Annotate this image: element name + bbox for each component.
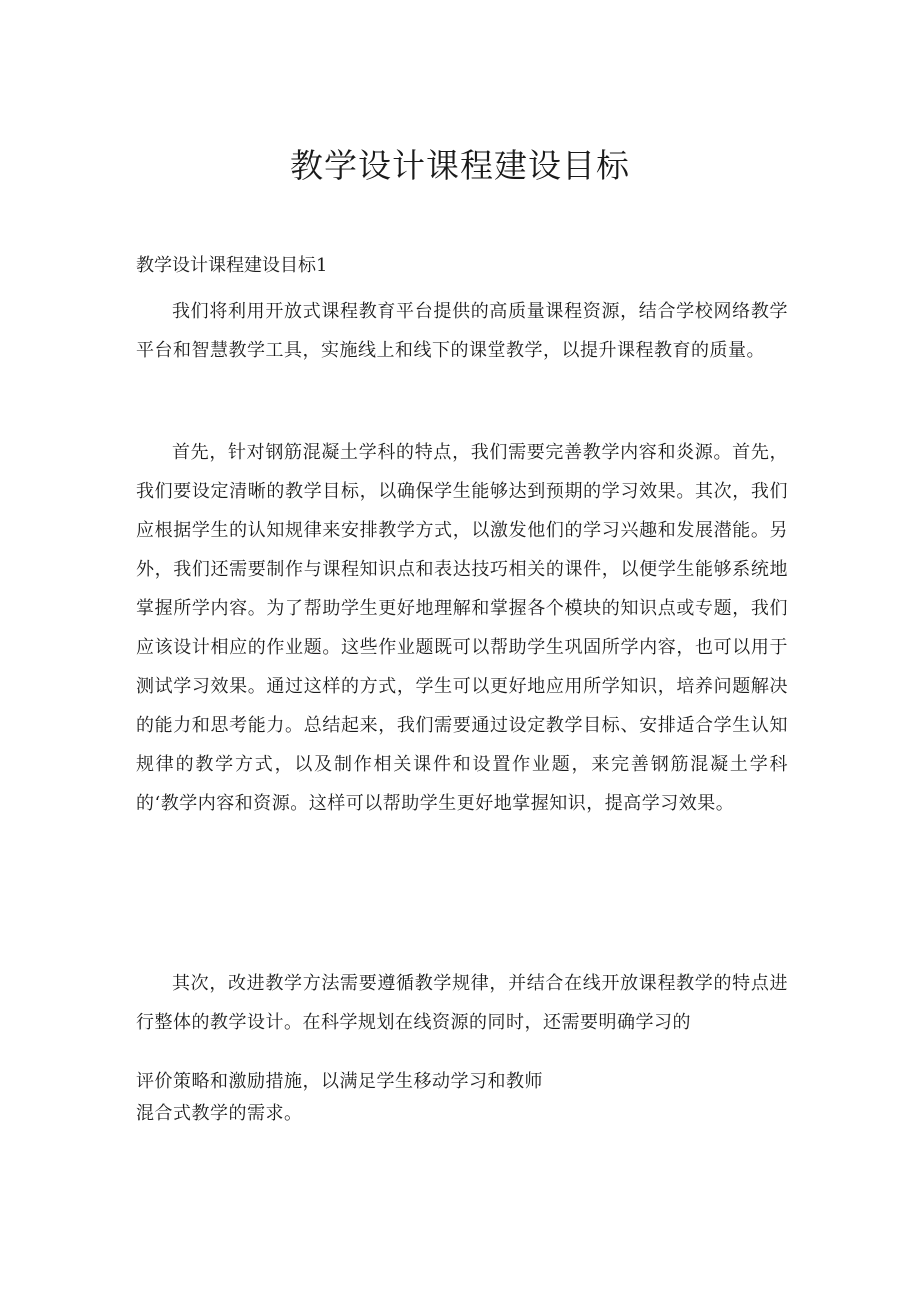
paragraph-3: 其次，改进教学方法需要遵循教学规律，并结合在线开放课程教学的特点进行整体的教学设计。在科学规划在线资源的同时，还需要明确学习的 [136,973,788,1033]
paragraph-3-continuation-line-2: 混合式教学的需求。 [136,1103,303,1124]
paragraph-1: 我们将利用开放式课程教育平台提供的高质量课程资源，结合学校网络教学平台和智慧教学工具，实施线上和线下的课堂教学，以提升课程教育的质量。 [136,301,788,361]
paragraph-3-continuation-line-1: 评价策略和激励措施，以满足学生移动学习和教师 [136,1071,543,1092]
section-heading: 教学设计课程建设目标1 [136,255,328,276]
paragraph-2: 首先，针对钢筋混凝土学科的特点，我们需要完善教学内容和炎源。首先，我们要设定清晰的教学目标，以确保学生能够达到预期的学习效果。其次，我们应根据学生的认知规律来安排教学方式，以激发他们的学习兴趣和发展潜能。另外，我们还需要制作与课程知识点和表达技巧相关的课件，以便学生能够系统地掌握所学内容。为了帮助学生更好地理解和掌握各个模块的知识点或专题，我们应该设计相应的作业题。这些作业题既可以帮助学生巩固所学内容，也可以用于测试学习效果。通过这样的方式，学生可以更好地应用所学知识，培养问题解决的能力和思考能力。总结起来，我们需要通过设定教学目标、安排适合学生认知规律的教学方式，以及制作相关课件和设置作业题，来完善钢筋混凝土学科的‘教学内容和资源。这样可以帮助学生更好地掌握知识，提高学习效果。 [136,442,788,814]
document-title: 教学设计课程建设目标 [290,146,630,185]
